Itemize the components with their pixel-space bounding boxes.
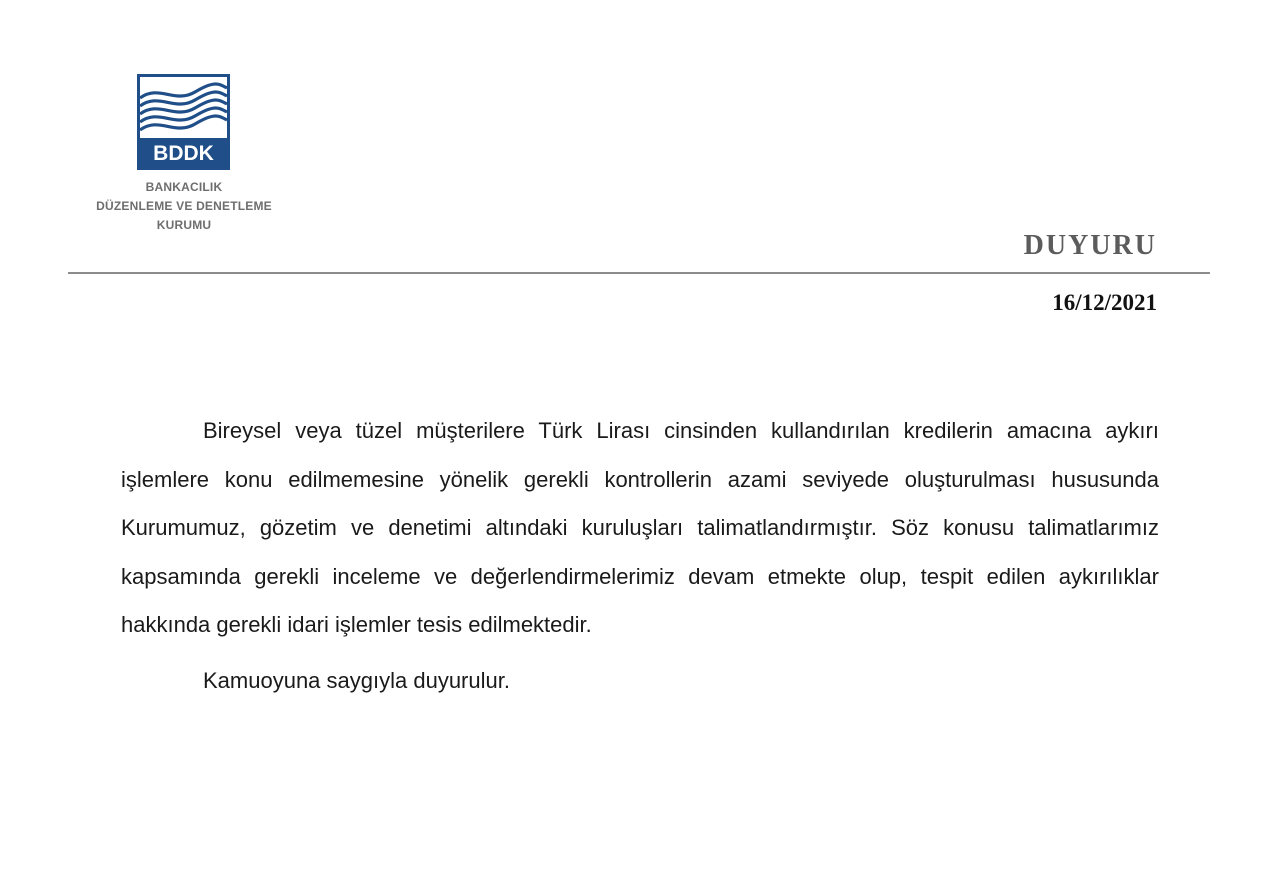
bddk-logo-icon xyxy=(137,74,230,170)
header-divider xyxy=(68,272,1210,274)
svg-text:BDDK: BDDK xyxy=(153,142,214,165)
announcement-paragraph: Bireysel veya tüzel müşterilere Türk Lirası cinsinden kullandırılan kredilerin amacına aykırı işlemlere konu edilmemesine yönelik gerekli kontrollerin azami seviyede oluşturulması hususunda Kurumumuz, gözetim ve denetimi altındaki kuruluşları talimatlandırmıştır. Söz konusu talimatlarımız kapsamında gerekli inceleme ve değerlendirmelerimiz devam etmekte olup, tespit edilen aykırılıklar hakkında gerekli idari işlemler tesis edilmektedir. xyxy=(121,418,1159,637)
organization-name-line: DÜZENLEME VE DENETLEME xyxy=(96,199,272,213)
announcement-body xyxy=(121,407,1159,705)
document-title: DUYURU xyxy=(1023,230,1157,261)
document-date: 16/12/2021 xyxy=(1052,290,1157,315)
organization-name xyxy=(60,178,308,235)
closing-line: Kamuoyuna saygıyla duyurulur. xyxy=(203,667,510,693)
organization-name-line: KURUMU xyxy=(156,218,212,232)
organization-name-line: BANKACILIK xyxy=(145,180,223,194)
